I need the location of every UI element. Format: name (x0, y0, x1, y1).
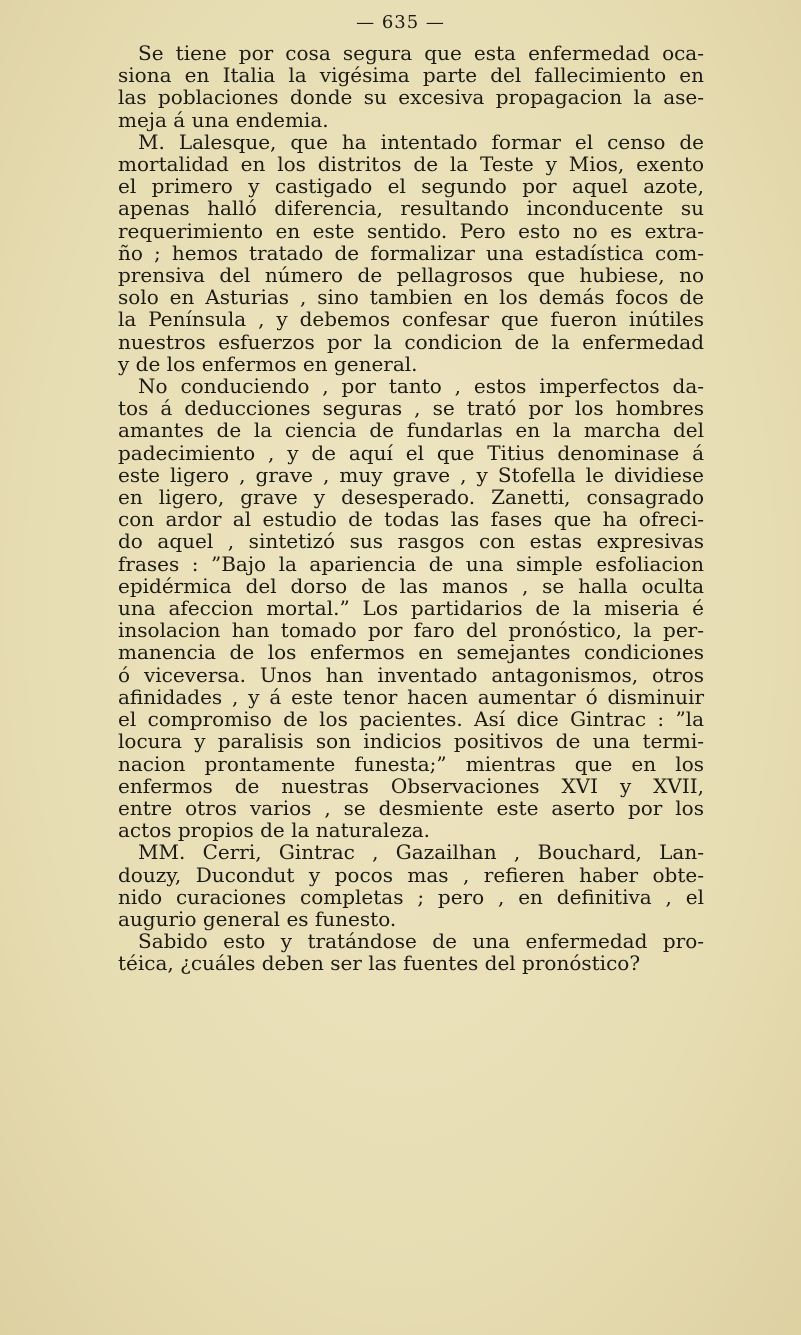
text-line: No conduciendo , por tanto , estos imperfectos da- (138, 374, 704, 399)
text-line: manencia de los enfermos en semejantes condiciones (118, 640, 704, 665)
text-line: nido curaciones completas ; pero , en definitiva , el (118, 884, 704, 909)
text-line: apenas halló diferencia, resultando inconducente su (118, 196, 704, 221)
text-line: MM. Cerri, Gintrac , Gazailhan , Bouchard, Lan- (138, 840, 704, 865)
text-line: con ardor al estudio de todas las fases que ha ofreci- (118, 507, 704, 532)
text-line: augurio general es funesto. (118, 906, 397, 931)
text-line: douzy, Ducondut y pocos mas , refieren haber obte- (118, 862, 704, 887)
text-line: locura y paralisis son indicios positivos de una termi- (118, 729, 704, 754)
page-number: — 635 — (356, 12, 445, 33)
text-line: este ligero , grave , muy grave , y Stofella le dividiese (118, 462, 704, 487)
text-line: amantes de la ciencia de fundarlas en la marcha del (118, 418, 704, 443)
body-text (118, 42, 704, 975)
text-line: Se tiene por cosa segura que esta enfermedad oca- (138, 41, 704, 65)
text-line: prensiva del número de pellagrosos que hubiese, no (118, 263, 704, 288)
text-line: siona en Italia la vigésima parte del fallecimiento en (118, 63, 704, 88)
text-line: una afeccion mortal.” Los partidarios de la miseria é (118, 596, 704, 621)
text-line: nuestros esfuerzos por la condicion de la enfermedad (118, 329, 704, 354)
text-line: el compromiso de los pacientes. Así dice Gintrac : ”la (118, 707, 704, 732)
text-line: epidérmica del dorso de las manos , se halla oculta (118, 573, 704, 598)
text-line: tos á deducciones seguras , se trató por los hombres (118, 396, 704, 421)
text-line: solo en Asturias , sino tambien en los demás focos de (118, 285, 704, 310)
text-line: mortalidad en los distritos de la Teste y Mios, exento (118, 152, 704, 177)
text-line: ño ; hemos tratado de formalizar una estadística com- (118, 240, 704, 265)
text-line: en ligero, grave y desesperado. Zanetti, consagrado (118, 485, 704, 510)
text-line: entre otros varios , se desmiente este aserto por los (118, 795, 704, 820)
text-line: actos propios de la naturaleza. (118, 818, 431, 843)
text-line: requerimiento en este sentido. Pero esto no es extra- (118, 218, 704, 243)
text-line: afinidades , y á este tenor hacen aumentar ó disminuir (118, 684, 704, 709)
text-line: las poblaciones donde su excesiva propagacion la ase- (118, 85, 704, 110)
text-line: M. Lalesque, que ha intentado formar el censo de (138, 129, 704, 154)
text-line: frases : ”Bajo la apariencia de una simple esfoliacion (118, 551, 704, 576)
text-line: y de los enfermos en general. (118, 351, 418, 376)
text-line: do aquel , sintetizó sus rasgos con estas expresivas (118, 529, 704, 554)
text-line: padecimiento , y de aquí el que Titius denominase á (118, 440, 704, 465)
text-line: Sabido esto y tratándose de una enfermedad pro- (138, 929, 704, 954)
text-line: insolacion han tomado por faro del pronóstico, la per- (118, 618, 704, 643)
text-line: nacion prontamente funesta;” mientras que en los (118, 751, 704, 776)
text-line: enfermos de nuestras Observaciones XVI y XVII, (118, 773, 704, 798)
text-line: téica, ¿cuáles deben ser las fuentes del pronóstico? (118, 951, 641, 976)
text-line: ó viceversa. Unos han inventado antagonismos, otros (118, 662, 704, 687)
text-line: la Península , y debemos confesar que fueron inútiles (118, 307, 704, 332)
text-line: meja á una endemia. (118, 107, 329, 132)
text-line: el primero y castigado el segundo por aquel azote, (118, 174, 704, 199)
